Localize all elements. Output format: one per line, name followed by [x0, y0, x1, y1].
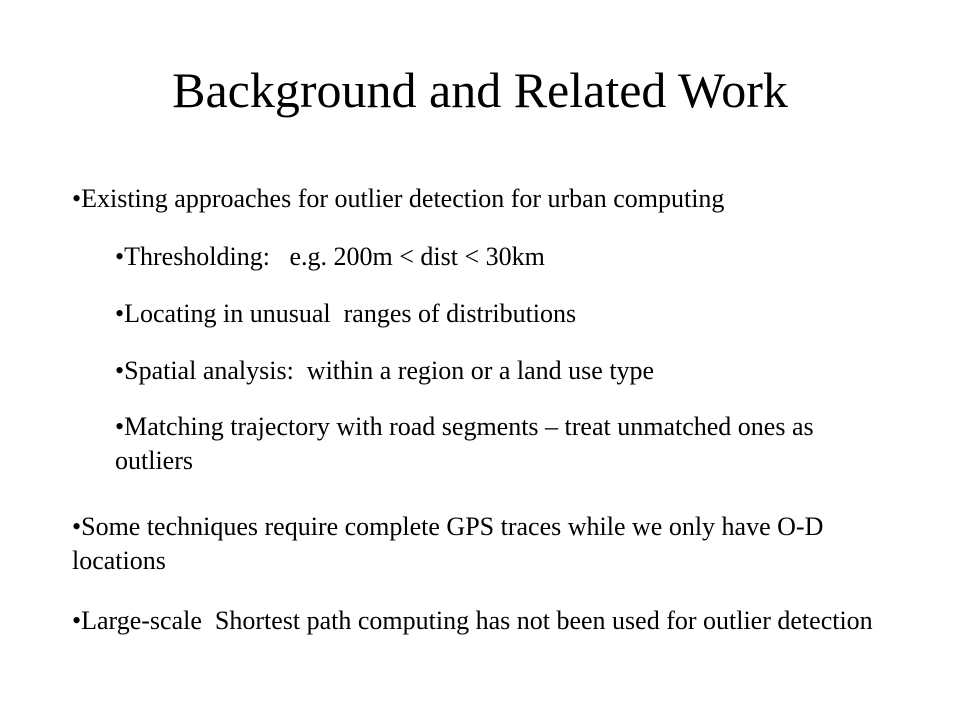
bullet-marker: •	[72, 606, 82, 635]
bullet-locating-unusual-ranges	[115, 297, 915, 331]
bullet-spatial-analysis	[115, 354, 915, 388]
bullet-gps-traces	[72, 510, 892, 578]
bullet-text: Locating in unusual ranges of distributions	[124, 299, 577, 328]
bullet-matching-trajectory	[115, 410, 895, 478]
bullet-thresholding	[115, 240, 915, 274]
bullet-text: Matching trajectory with road segments – treat unmatched ones as outliers	[115, 412, 814, 475]
bullet-marker: •	[72, 184, 82, 213]
bullet-text: Thresholding: e.g. 200m < dist < 30km	[124, 242, 545, 271]
bullet-marker: •	[115, 299, 125, 328]
bullet-marker: •	[115, 356, 125, 385]
bullet-shortest-path	[72, 604, 932, 638]
bullet-text: Spatial analysis: within a region or a land use type	[124, 356, 655, 385]
bullet-text: Some techniques require complete GPS traces while we only have O-D locations	[72, 512, 824, 575]
bullet-text: Existing approaches for outlier detection for urban computing	[81, 184, 725, 213]
bullet-marker: •	[115, 242, 125, 271]
slide-title: Background and Related Work	[172, 62, 788, 118]
bullet-text: Large-scale Shortest path computing has not been used for outlier detection	[81, 606, 873, 635]
bullet-marker: •	[72, 512, 82, 541]
bullet-existing-approaches	[72, 182, 932, 216]
bullet-marker: •	[115, 412, 125, 441]
